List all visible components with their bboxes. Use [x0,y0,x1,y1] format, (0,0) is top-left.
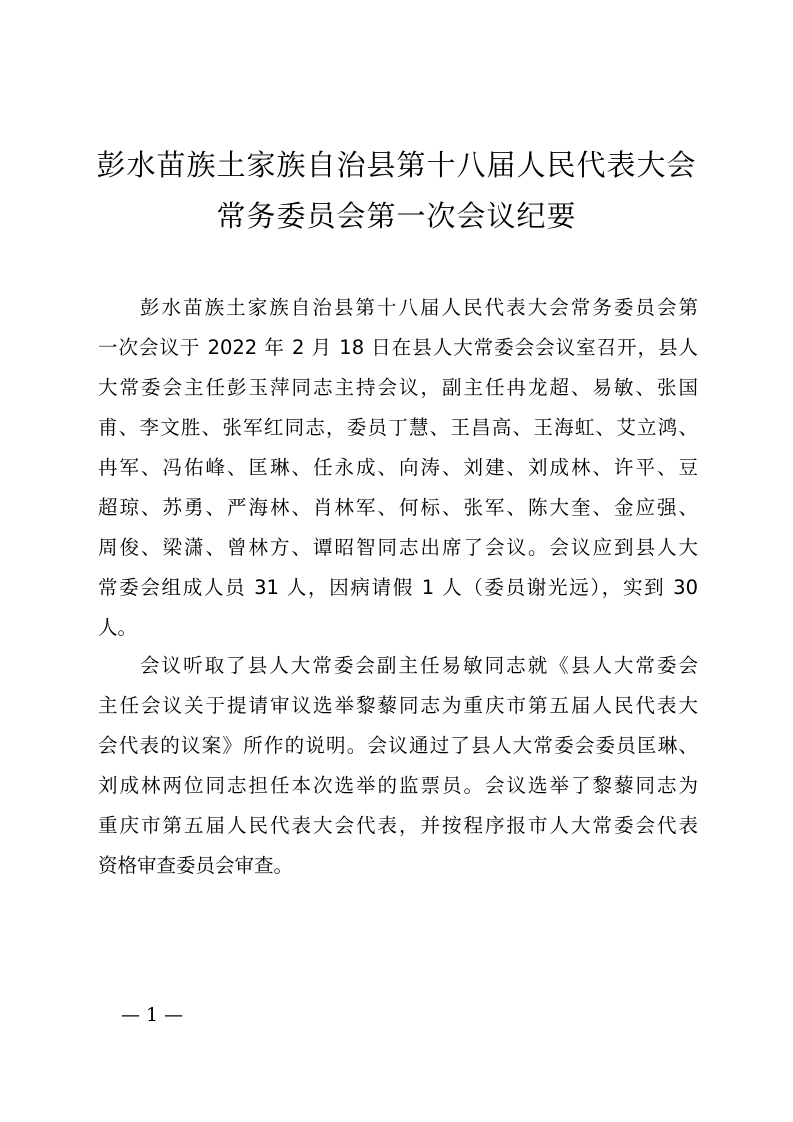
paragraph-2-line: 主任会议关于提请审议选举黎藜同志为重庆市第五届人民代表大 [98,694,698,717]
paragraph-1-line: 常委会组成人员 31 人，因病请假 1 人（委员谢光远），实到 30 [98,576,698,599]
paragraph-1-line: 一次会议于 2022 年 2 月 18 日在县人大常委会会议室召开，县人 [98,336,698,359]
paragraph-1-line: 冉军、冯佑峰、匡琳、任永成、向涛、刘建、刘成林、许平、豆 [98,456,698,479]
paragraph-1-line: 人。 [98,616,138,639]
page-number: — 1 — [121,1004,184,1026]
paragraph-2-line: 会代表的议案》所作的说明。会议通过了县人大常委会委员匡琳、 [98,734,698,757]
paragraph-1-line: 大常委会主任彭玉萍同志主持会议，副主任冉龙超、易敏、张国 [98,376,698,399]
paragraph-2-line: 资格审查委员会审查。 [98,854,294,877]
paragraph-2-line: 会议听取了县人大常委会副主任易敏同志就《县人大常委会 [140,654,698,677]
document-title-line-1: 彭水苗族土家族自治县第十八届人民代表大会 [96,148,697,182]
paragraph-1-line: 周俊、梁潇、曾林方、谭昭智同志出席了会议。会议应到县人大 [98,536,698,559]
paragraph-2-line: 刘成林两位同志担任本次选举的监票员。会议选举了黎藜同志为 [98,774,698,797]
document-title-line-2: 常务委员会第一次会议纪要 [216,199,577,233]
paragraph-1-line: 超琼、苏勇、严海林、肖林军、何标、张军、陈大奎、金应强、 [98,496,698,519]
paragraph-2-line: 重庆市第五届人民代表大会代表，并按程序报市人大常委会代表 [98,814,698,837]
paragraph-1-line: 甫、李文胜、张军红同志，委员丁慧、王昌高、王海虹、艾立鸿、 [98,416,698,439]
paragraph-1-line: 彭水苗族土家族自治县第十八届人民代表大会常务委员会第 [140,296,698,319]
